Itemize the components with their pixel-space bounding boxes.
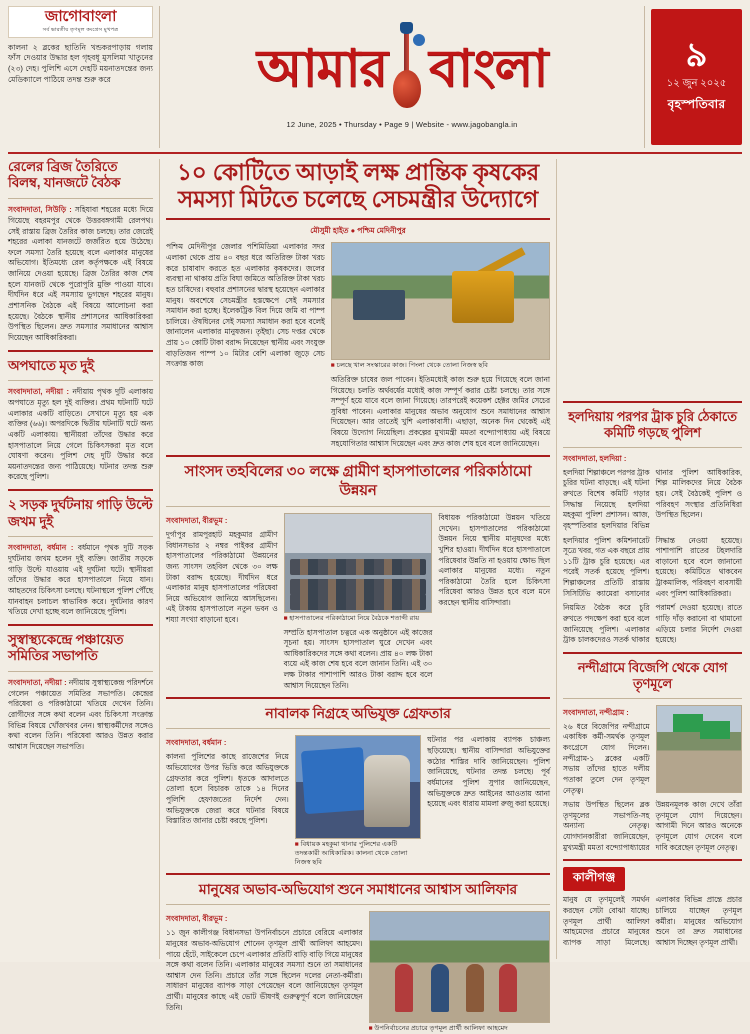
date-text: ১২ জুন ২০২৫ xyxy=(666,78,727,90)
date-weekday: বৃহস্পতিবার xyxy=(667,96,726,111)
arrest-photo-caption: ■ বিধায়ক মহকুমা থানার পুলিশের একটি তদন্তকারী আধিকারিক। কালনা থেকে তোলা নিজস্ব ছবি xyxy=(294,841,408,866)
body-text-a: দুর্গাপুর রামপুরহাট মহকুমার গ্রামীণ বিধানসভার ২ নম্বর পাইকর গ্রামীণ হাসপাতালের পরিকাঠামো উন্নয়নের জন্য সাংসদ তহবিল থেকে ৩০ লক্ষ টাকা বরাদ্দ হয়েছে। দীর্ঘদিন ধরে এলাকার মানুষ হাসপাতালের পরিষেবা নিয়ে অভিযোগ জানিয়ে আসছিলেন। এই টাকায় হাসপাতালে নতুন ভবন ও শয্যা সংখ্যা বাড়ানো হবে। xyxy=(166,529,278,625)
alifa-photo-caption: ■ উপনির্বাচনের প্রচারে তৃণমূল প্রার্থী আলিফা আহমেদ xyxy=(368,1025,508,1033)
article-rail-bridge xyxy=(8,159,153,344)
lead-photo-caption: ■ চলছে খাল সংস্কারের কাজ। পিংলা থেকে তোলা নিজস্ব ছবি xyxy=(330,362,488,370)
body-text-b: সম্প্রতি হাসপাতাল চত্বরে এক অনুষ্ঠানে এই কাজের সূচনা হয়। সাংসদ হাসপাতাল ঘুরে দেখেন এবং আধিকারিকদের সঙ্গে কথা বলেন। প্রায় ৪০ লক্ষ টাকা ব্যয়ে এই কাজ শেষ হবে বলে জানান তিনি। এই ৩০ লক্ষ টাকার পাশাপাশি আরও টাকা বরাদ্দ হবে বলে আশ্বাস দিয়েছেন তিনি। xyxy=(283,627,433,690)
date-badge xyxy=(651,9,742,145)
byline: সংবাদদাতা, নদীয়া : xyxy=(8,677,67,687)
article-hospital xyxy=(166,463,550,691)
truck-body-a: হলদিয়া শিল্পাঞ্চলে পরপর ট্রাক চুরির ঘটনা বাড়ছে। এই ঘটনা রুখতে বিশেষ কমিটি গড়ার সিদ্ধান্ত নিয়েছে হলদিয়া মহকুমা পুলিশ প্রশাসন। আজ, বৃহস্পতিবার হলদিয়ার বিভিন্ন থানার পুলিশ আধিকারিক, শিল্প মালিকদের নিয়ে বৈঠক হয়। সেই বৈঠকেই পুলিশ ও পরিবহণ সংস্থার প্রতিনিধিরা উপস্থিত ছিলেন। xyxy=(563,467,742,530)
masthead-brief: কালনা ২ ব্লকের ছাতিনি খন্ডকরপাড়ায় গলায় ফাঁস দেওয়ার উদ্ধার হল গৃহবধূ মুসলিমা খাতুনের (২৩) দেহ। পুলিশি এসে দেহটি ময়নাতদন্তের জন্য মেডিক্যালে পাঠিয়ে তদন্ত শুরু করে xyxy=(8,42,153,84)
title-word-left: আমার xyxy=(256,39,387,98)
content-grid xyxy=(8,159,742,1033)
article-health-centre xyxy=(8,632,153,753)
body-text-b: ঘটনার পর এলাকায় ব্যাপক চাঞ্চল্য ছড়িয়েছে। স্থানীয় বাসিন্দারা অভিযুক্তের কঠোর শাস্তির দাবি জানিয়েছেন। পুলিশ জানিয়েছে, ঘটনার তদন্ত চলছে। পূর্ব বর্ধমানের পুলিশ সুপার জানিয়েছেন, অভিযুক্তকে দ্রুত আইনের আওতায় আনা হয়েছে এবং ধারায় মামলা রুজু করা হয়েছে। xyxy=(427,735,550,809)
lead-byline: মৌসুমী হাইত ● পশ্চিম মেদিনীপুর xyxy=(310,226,406,236)
left-column xyxy=(8,159,160,959)
article-body xyxy=(8,387,153,483)
article-minor-arrest xyxy=(166,705,550,867)
article-road-accident xyxy=(8,497,153,618)
masthead-right xyxy=(644,6,742,148)
byline: সংবাদদাতা, নদীয়া : xyxy=(8,387,70,397)
veena-icon xyxy=(391,26,425,112)
caption-text: হাসপাতালের পরিকাঠামো নিয়ে বৈঠকে শতাব্দী রায় xyxy=(289,614,420,622)
hospital-photo xyxy=(284,513,433,613)
article-two-deaths xyxy=(8,358,153,484)
headline: অপঘাতে মৃত দুই xyxy=(8,357,94,373)
caption-text: বিধায়ক মহকুমা থানার পুলিশের একটি তদন্তকারী আধিকারিক। কালনা থেকে তোলা নিজস্ব ছবি xyxy=(294,841,408,866)
body-text: সহিযাবা শহরের মধ্যে দিয়ে গিয়েছে বহরমপুর থেকে উত্তরবঙ্গগামী রেলপথ। সেই রাস্তায় ব্রিজ তৈরির কাজ চলছে। তার জেরেই শহরের এলাকা যানজটে জর্জরিত হয়ে উঠেছে। ফলে সমস্যা তৈরি হয়েছে বলে এলাকার মানুষের অভিযোগ। ইতিমধ্যে রেল কর্তৃপক্ষকে এই বিষয়ে জানিয়ে দেওয়া হয়েছে। ব্রিজ তৈরির কাজ শেষ হলে যানজট থেকে পুরোপুরি মুক্তি পাওয়া যাবে। দীর্ঘদিন ধরে এই সমস্যায় ভুগছেন শহরের মানুষ। প্রশাসনিক বৈঠকে এই বিষয়ে আলোচনা করা হয়েছে। বৈঠকে স্থানীয় প্রশাসনের আধিকারিকরা উপস্থিত ছিলেন। দ্রুত সমস্যার সমাধানের আশ্বাস দিয়েছেন আধিকারিকরা। xyxy=(8,204,153,342)
article-body xyxy=(8,205,153,344)
right-column xyxy=(556,159,742,959)
middle-column xyxy=(166,159,550,1033)
lead-article xyxy=(166,159,550,449)
caption-text: চলছে খাল সংস্কারের কাজ। পিংলা থেকে তোলা নিজস্ব ছবি xyxy=(336,362,488,370)
caption-text: উপনির্বাচনের প্রচারে তৃণমূল প্রার্থী আলিফা আহমেদ xyxy=(374,1025,508,1033)
masthead-meta: 12 June, 2025 • Thursday • Page 9 | Website - www.jagobangla.in xyxy=(286,119,518,129)
lead-body-right: অতিরিক্ত চাষের জল পাবেন। ইতিমধ্যেই কাজ শুরু হয়ে গিয়েছে বলে জানা গিয়েছে। চলতি অর্থবর্ষের মধ্যেই কাজ সম্পূর্ণ করার চেষ্টা চলছে। তার সঙ্গে সম্পূর্ণ হয়ে যাবে বলে জানা গিয়েছে। তারপরেই কয়েকশ হেক্টর জমির সেচের সুবিধা পাবেন। এলাকার মানুষের অভাব অনুযোগ শুনে সমাধানের আশ্বাস দিয়েছেন। আর তাতেই খুশি এলাকাবাসী। এছাড়া, অনেক দিন থেকেই এই বিষয়ে উদ্যোগ নিয়েছিল। প্রকল্পের মুখ্যমন্ত্রী মমতা বন্দ্যোপাধ্যায় এই বিষয়ে সহযোগিতার আশ্বাস দিয়েছেন এবং দ্রুত কাজ শেষ হবে বলে জানিয়েছেন। xyxy=(330,374,550,448)
article-bjp-join xyxy=(563,660,742,853)
body-text-c: বিধায়ক পরিকাঠামো উন্নয়ন খতিয়ে দেখেন। হাসপাতালের পরিকাঠামো উন্নয়ন নিয়ে স্থানীয় মানুষদের মধ্যে খুশির হাওয়া। দীর্ঘদিন ধরে হাসপাতালে পরিষেবার উন্নতি না হওয়ায় ক্ষোভ ছিল এলাকার মানুষের মধ্যে। নতুন পরিকাঠামো তৈরি হলে চিকিৎসা পরিষেবা আরও উন্নত হবে বলে মনে করছেন স্থানীয় বাসিন্দারা। xyxy=(438,512,550,608)
headline: ২ সড়ক দুর্ঘটনায় গাড়ি উল্টে জখম দুই xyxy=(8,497,153,529)
masthead xyxy=(8,6,742,154)
byline: সংবাদদাতা, বর্ধমান : xyxy=(166,738,227,748)
masthead-left xyxy=(8,6,160,148)
headline: হলদিয়ায় পরপর ট্রাক চুরি ঠেকাতে কমিটি গড়ছে পুলিশ xyxy=(568,409,737,440)
article-alifa xyxy=(166,881,550,1034)
bjp-body-a: ২৬ ধরে বিজেপির নন্দীগ্রামে একাধিক কর্মী-সমর্থক তৃণমূল কংগ্রেসে যোগ দিলেন। নন্দীগ্রাম-১ ব্লকের একটি সভায় তাঁদের হাতে দলীয় পতাকা তুলে দেন তৃণমূল নেতৃত্ব। xyxy=(563,721,650,795)
lead-headline: ১০ কোটিতে আড়াই লক্ষ প্রান্তিক কৃষকের সমস্যা মিটতে চলেছে সেচমন্ত্রীর উদ্যোগে xyxy=(177,159,539,212)
arrest-photo xyxy=(295,735,421,839)
jagobangla-logo xyxy=(8,6,153,38)
article-body xyxy=(8,543,153,618)
body-text: বর্ধমানে পৃথক দুটি সড়ক দুর্ঘটনায় জখম হলেন দুই ব্যক্তি। জাতীয় সড়কে গাড়ি উল্টে যাওয়ায় এই দুর্ঘটনা ঘটে। স্থানীয়রা তাঁদের উদ্ধার করে হাসপাতালে নিয়ে যান। আহতদের চিকিৎসা চলছে। ঘটনাস্থলে পুলিশ পৌঁছে যানবাহন চলাচল স্বাভাবিক করে। দুর্ঘটনার কারণ খতিয়ে দেখা হচ্ছে বলে জানিয়েছে পুলিশ। xyxy=(8,543,153,617)
headline: মানুষের অভাব-অভিযোগ শুনে সমাধানের আশ্বাস আলিফার xyxy=(198,881,518,898)
byline: সংবাদদাতা, সিউড়ি : xyxy=(8,204,72,214)
body-text: নদীয়ায় সুস্বাস্থ্যকেন্দ্র পরিদর্শনে গেলেন পঞ্চায়েত সমিতির সভাপতি। কেন্দ্রের পরিষেবা ও পরিকাঠামো খতিয়ে দেখেন তিনি। রোগীদের সঙ্গে কথা বলেন এবং চিকিৎসা সংক্রান্ত বিভিন্ন বিষয়ে খোঁজখবর নেন। স্বাস্থ্যকর্মীদের সঙ্গেও কথা বলেন তিনি। পরিষেবা আরও উন্নত করার আশ্বাস দিয়েছেন সভাপতি। xyxy=(8,677,153,751)
logo-sub-text: সর্ব ভারতীয় তৃণমূল কংগ্রেস মুখপত্র xyxy=(42,26,119,33)
body-text-a: কালনা পুলিশের কাছে রাজেশের নিয়ে অভিযোগের উপর ভিত্তি করে অভিযুক্তকে গ্রেফতার করে পুলিশ। ধৃতকে আদালতে তোলা হলে বিচারক তাকে ১৪ দিনের পুলিশি হেফাজতের নির্দেশ দেন। অভিযুক্তকে জেরা করে ঘটনার বিষয়ে বিস্তারিত জানার চেষ্টা করছে পুলিশ। xyxy=(166,752,289,826)
title-word-right: বাংলা xyxy=(428,39,548,98)
kaligunj-body: মানুষ যে তৃণমূলেই সমর্থন করছেন সেটা বোঝা যাচ্ছে। তৃণমূল প্রার্থী আলিফা আহমেদের প্রচারে মানুষের ব্যাপক সাড়া মিলেছে। এলাকার বিভিন্ন প্রান্তে প্রচার চালিয়ে যাচ্ছেন তৃণমূল কর্মীরা। মানুষের অভিযোগ শুনে তা দ্রুত সমাধানের আশ্বাস দিচ্ছেন তৃণমূল প্রার্থী। xyxy=(563,895,742,947)
headline: সুস্বাস্থ্যকেন্দ্রে পঞ্চায়েত সমিতির সভাপতি xyxy=(8,631,124,664)
kaligunj-tag: কালীগঞ্জ xyxy=(563,867,625,891)
byline: সংবাদদাতা, হলদিয়া : xyxy=(563,453,627,463)
byline: সংবাদদাতা, বীরভূম : xyxy=(166,914,228,924)
body-text: ১১ জুন কালীগঞ্জ বিধানসভা উপনির্বাচনে প্রচারে বেরিয়ে এলাকার মানুষের অভাব-অভিযোগ শোনেন তৃণমূল প্রার্থী আলিফা আহমেদ। পায়ে হেঁটে, সাইকেলে চেপে এলাকার প্রতিটি বাড়ি বাড়ি গিয়ে মানুষের সঙ্গে কথা বলেন তিনি। এলাকার মানুষের সমস্যা শুনে তা সমাধানের আশ্বাস দেন তিনি। প্রচারে তাঁর সঙ্গে ছিলেন দলের নেতা-কর্মীরা। সাধারণ মানুষের ব্যাপক সাড়া পেয়েছেন বলে জানিয়েছেন তৃণমূল প্রার্থী। মানুষের কাছে এই ভোট ভীষণই গুরুত্বপূর্ণ বলে জানিয়েছেন তিনি। xyxy=(166,928,363,1012)
paper-title xyxy=(257,26,547,112)
rally-photo xyxy=(656,705,743,793)
truck-body-c: নিয়মিত বৈঠক করে চুরি রুখতে পদক্ষেপ করা হবে বলে জানিয়েছে পুলিশ। এলাকার ট্রাক চালকদেরও সতর্ক থাকার পরামর্শ দেওয়া হয়েছে। রাতে গাড়ি দাঁড় করানো বা থামানো এড়িয়ে চলার নির্দেশ দেওয়া হয়েছে। xyxy=(563,603,742,645)
byline: সংবাদদাতা, বর্ধমান : xyxy=(8,543,74,553)
article-kaligunj xyxy=(563,867,742,948)
alifa-photo xyxy=(369,911,550,1023)
article-body xyxy=(8,678,153,753)
masthead-center xyxy=(160,6,644,148)
body-text: নদীয়ায় পৃথক দুটি এলাকায় অপঘাতে মৃত্যু হল দুই ব্যক্তির। প্রথম ঘটনাটি ঘটে এলাকার একটি বাড়িতে। সেখানে মৃত্যু হয় এক ব্যক্তির (৬৬)। অপরদিকে দ্বিতীয় ঘটনাটি ঘটে অন্য একটি এলাকায়। স্থানীয়রা তাঁদের উদ্ধার করে হাসপাতালে নিয়ে গেলে চিকিৎসকরা মৃত বলে ঘোষণা করেন। পুলিশ দেহ দুটি উদ্ধার করে ময়নাতদন্তের জন্য পাঠিয়েছে। ঘটনার তদন্ত শুরু করেছে পুলিশ। xyxy=(8,387,154,482)
headline: নাবালক নিগ্রহে অভিযুক্ত গ্রেফতার xyxy=(265,705,451,722)
headline: নন্দীগ্রামে বিজেপি থেকে যোগ তৃণমূলে xyxy=(577,659,728,691)
headline: রেলের ব্রিজ তৈরিতে বিলম্ব, যানজটে বৈঠক xyxy=(8,159,121,191)
truck-body-b: হলদিয়ার পুলিশ কমিশনারেট সূত্রে খবর, গত এক বছরে প্রায় ১১টি ট্রাক চুরি হয়েছে। এর পরেই সতর্ক হয়েছে পুলিশ। শিল্পাঞ্চলের প্রতিটি রাস্তায় সিসিটিভি ক্যামেরা বসানোর সিদ্ধান্ত নেওয়া হয়েছে। পাশাপাশি রাতের টহলদারি বাড়ানো হবে বলে জানানো হয়েছে। কমিটিতে থাকবেন ট্রাকমালিক, পরিবহণ ব্যবসায়ী এবং পুলিশ আধিকারিকরা। xyxy=(563,535,742,598)
byline: সংবাদদাতা, বীরভূম : xyxy=(166,515,228,525)
article-truck-theft xyxy=(563,409,742,646)
byline: সংবাদদাতা, নন্দীগ্রাম : xyxy=(563,707,629,717)
hospital-photo-caption: ■ হাসপাতালের পরিকাঠামো নিয়ে বৈঠকে শতাব্দী রায় xyxy=(283,614,420,622)
bjp-body-b: সভায় উপস্থিত ছিলেন ব্লক তৃণমূলের সভাপতি-সহ অন্যান্য নেতৃত্ব। যোগদানকারীরা জানিয়েছেন, মুখ্যমন্ত্রী মমতা বন্দ্যোপাধ্যায়ের উন্নয়নমূলক কাজ দেখে তাঁরা তৃণমূলে যোগ দিয়েছেন। আগামী দিনে আরও অনেকে তৃণমূলে যোগ দেবেন বলে দাবি করেছেন তৃণমূল নেতৃত্ব। xyxy=(563,800,742,852)
lead-body-left: পশ্চিম মেদিনীপুর জেলার পশিমিডিয়া এলাকার সদর এলাকা থেকে প্রায় ৪০ বছর ধরে অতিরিক্ত টাকা খরচ করে চাষাবাদ করতে হত এলাকার কৃষকদের। জলের ব্যবস্থা না থাকায় প্রতি বিঘা জমিতে অতিরিক্ত টাকা খরচ হত চাষিদের। বহুবার প্রশাসনের দ্বারস্থ হয়েছেন এলাকার মানুষ। অবশেষে সেচমন্ত্রীর হস্তক্ষেপে সেই সমস্যার সমাধান করা হচ্ছে। ইলেকট্রিক বিল দিয়ে জমি বা পাম্প চালিয়ে। ঔষধিনের সেই সমস্যা সমাধান করা হবে বলেই জানালেন এলাকার মানুষজন। তৃইছা। সেচ দপ্তর থেকে প্রায় ১০ কোটি টাকা বরাদ্দ নিয়েছেন স্থানীয় এবং সংযুক্ত বাড়তিজন পাম্প ১০ মিটার বেশি এলাকা জুড়ে সেচ সংক্রান্ত কাজ xyxy=(166,242,325,369)
headline: সাংসদ তহবিলের ৩০ লক্ষে গ্রামীণ হাসপাতালের পরিকাঠামো উন্নয়ন xyxy=(184,463,532,499)
logo-main-text: জাগোবাংলা xyxy=(44,8,117,25)
page-number: ৯ xyxy=(685,36,708,75)
lead-photo xyxy=(331,242,550,360)
